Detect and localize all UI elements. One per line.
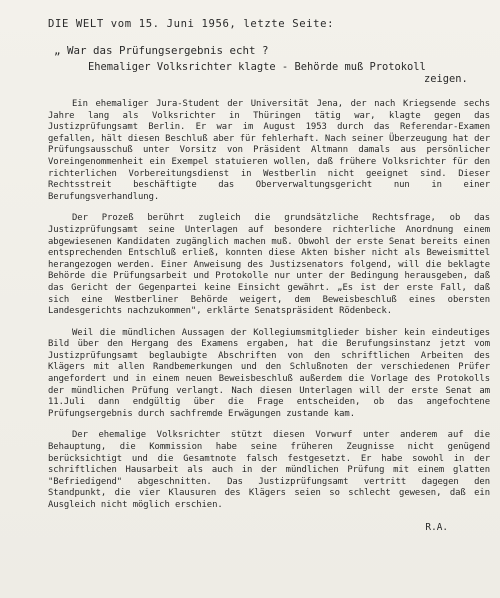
article-title: „ War das Prüfungsergebnis echt ? bbox=[54, 44, 269, 57]
newspaper-header: DIE WELT vom 15. Juni 1956, letzte Seite: bbox=[48, 18, 335, 30]
article-subtitle: Ehemaliger Volksrichter klagte - Behörde muß Protokoll bbox=[88, 61, 426, 73]
article-paragraph-2: Der Prozeß berührt zugleich die grundsätzliche Rechtsfrage, ob das Justizprüfungsamt seine Unterlagen auf besondere richterliche Anordnung einem abgewiesenen Kandidaten zugänglich machen muß. Obwohl der erste Senat bereits einen entsprechenden Entschluß erließ, konnten diese Akten bisher nicht als Beweismittel herangezogen werden. Einer Anweisung des Justizsenators folgend, will die beklagte Behörde die Prüfungsarbeit und Protokolle nur unter der Bedingung herausgeben, daß das Gericht der Gegenpartei keine Einsicht gewährt. „Es ist der erste Fall, daß sich eine Westberliner Behörde weigert, dem Beweisbeschluß eines obersten Landesgerichts nachzukommen", erklärte Senatspräsident Rödenbeck. bbox=[48, 213, 490, 317]
article-paragraph-1: Ein ehemaliger Jura-Student der Universität Jena, der nach Kriegsende sechs Jahre lang als Volksrichter in Thüringen tätig war, klagte gegen das Justizprüfungsamt Berlin. Er war im August 1953 durch das Referendar-Examen gefallen, hält diesen Beschluß aber für fehlerhaft. Nach seiner Überzeugung hat der Prüfungsausschuß unter Vorsitz von Präsident Altmann damals aus persönlicher Voreingenommenheit ein Exempel statuieren wollen, daß frühere Volksrichter für den richterlichen Vorbereitungsdienst in Westberlin nicht geeignet sind. Dieser Rechtsstreit beschäftigte das Oberverwaltungsgericht nun in einer Berufungsverhandlung. bbox=[48, 99, 490, 202]
author-signature: R.A. bbox=[425, 521, 448, 533]
article-paragraph-4: Der ehemalige Volksrichter stützt diesen Vorwurf unter anderem auf die Behauptung, die Kommission habe seine früheren Zeugnisse nicht genügend berücksichtigt und die Gesamtnote falsch festgesetzt. Er habe sowohl in der schriftlichen Hausarbeit als auch in der mündlichen Prüfung mit einem glatten "Befriedigend" abgeschnitten. Das Justizprüfungsamt vertritt dagegen den Standpunkt, die vier Klausuren des Klägers seien so schlecht gewesen, daß ein Ausgleich nicht möglich erschien. bbox=[48, 430, 490, 510]
article-paragraph-3: Weil die mündlichen Aussagen der Kollegiumsmitglieder bisher kein eindeutiges Bild über den Hergang des Examens ergaben, hat die Berufungsinstanz jetzt vom Justizprüfungsamt beglaubigte Abschriften von den schriftlichen Arbeiten des Klägers mit allen Randbemerkungen und den Schlußnoten der verschiedenen Prüfer angefordert und in einem neuen Beweisbeschluß außerdem die Vorlage des Protokolls der mündlichen Prüfung verlangt. Nach diesen Unterlagen will der erste Senat am 11.Juli dann endgültig über die Frage entscheiden, ob das angefochtene Prüfungsergebnis durch sachfremde Erwägungen zustande kam. bbox=[48, 327, 490, 419]
article-subtitle-continued: zeigen. bbox=[424, 73, 468, 85]
